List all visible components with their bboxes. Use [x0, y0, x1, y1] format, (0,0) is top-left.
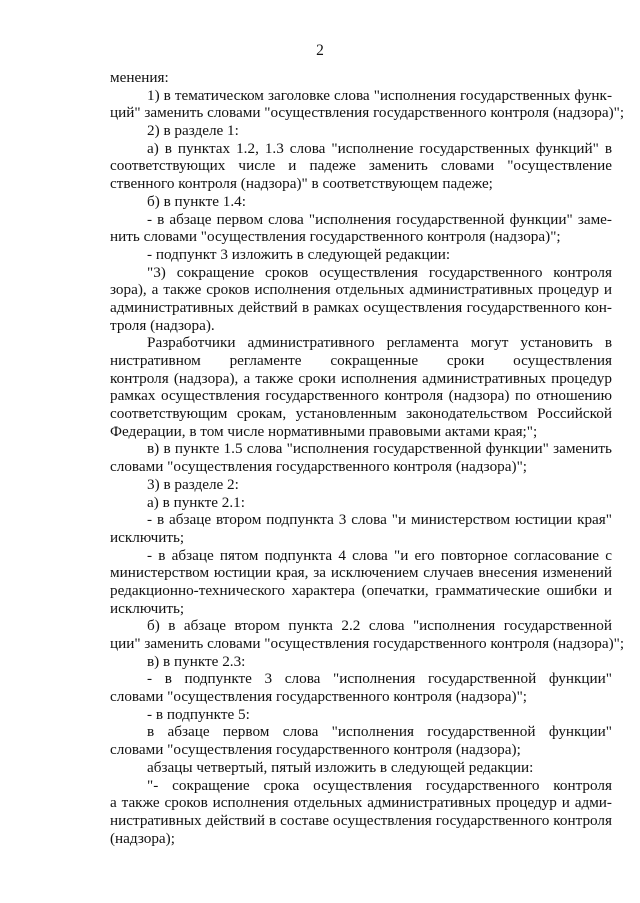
text-line: - в абзаце первом слова "исполнения государственной функции" заме- — [147, 210, 612, 228]
page-number: 2 — [316, 42, 324, 59]
text-line: словами "осуществления государственного контроля (надзора); — [110, 741, 521, 759]
text-line: рамках осуществления государственного контроля (надзора) по отношению — [110, 387, 612, 405]
document-body — [110, 69, 625, 847]
text-line: ственного контроля (надзора)" в соответствующем падеже; — [110, 175, 493, 193]
text-line: нить словами "осуществления государственного контроля (надзора)"; — [110, 228, 561, 246]
text-line: - в подпункте 3 слова "исполнения государственной функции" — [147, 670, 612, 688]
text-line: б) в пункте 1.4: — [147, 192, 246, 210]
text-line: ций" заменить словами "осуществления государственного контроля (надзора)"; — [110, 104, 625, 122]
text-line: редакционно-технического характера (опечатки, грамматические ошибки и — [110, 581, 612, 599]
text-line: - подпункт 3 изложить в следующей редакции: — [147, 245, 451, 263]
text-line: словами "осуществления государственного контроля (надзора)"; — [110, 688, 527, 706]
text-line: 3) в разделе 2: — [147, 475, 239, 493]
text-line: - в абзаце втором подпункта 3 слова "и министерством юстиции края" — [147, 511, 612, 529]
text-line: троля (надзора). — [110, 316, 215, 334]
text-line: соответствующим срокам, установленным законодательством Российской — [110, 405, 612, 423]
text-line: словами "осуществления государственного контроля (надзора)"; — [110, 458, 527, 476]
text-line: Разработчики административного регламента могут установить в — [147, 334, 612, 352]
text-line: контроля (надзора), а также сроки исполнения административных процедур — [110, 369, 612, 387]
text-line: нистративных действий в составе осуществления государственного контроля — [110, 811, 612, 829]
text-line: административных действий в рамках осуществления государственного кон- — [110, 298, 612, 316]
text-line: "3) сокращение сроков осуществления государственного контроля — [147, 263, 612, 281]
text-line: зора), а также сроков исполнения отдельных административных процедур и — [110, 281, 612, 299]
text-line: - в абзаце пятом подпункта 4 слова "и его повторное согласование с — [147, 546, 612, 564]
text-line: Федерации, в том числе нормативными правовыми актами края;"; — [110, 422, 538, 440]
text-line: менения: — [110, 69, 169, 86]
text-line: исключить; — [110, 599, 185, 617]
text-line: соответствующих числе и падеже заменить словами "осуществление — [110, 157, 612, 175]
text-line: а) в пунктах 1.2, 1.3 слова "исполнение государственных функций" в — [147, 139, 612, 157]
text-line: 2) в разделе 1: — [147, 122, 239, 140]
text-line: (надзора); — [110, 829, 175, 847]
text-line: а) в пункте 2.1: — [147, 493, 245, 511]
text-line: б) в абзаце втором пункта 2.2 слова "исполнения государственной — [147, 617, 612, 635]
text-line: министерством юстиции края, за исключением случаев внесения изменений — [110, 564, 612, 582]
text-line: 1) в тематическом заголовке слова "исполнения государственных функ- — [147, 86, 612, 104]
text-line: а также сроков исполнения отдельных административных процедур и адми- — [110, 794, 612, 812]
text-line: нистративном регламенте сокращенные сроки осуществления — [110, 352, 612, 369]
text-line: в) в пункте 1.5 слова "исполнения государственной функции" заменить — [147, 440, 612, 458]
text-line: исключить; — [110, 528, 185, 546]
text-line: - в подпункте 5: — [147, 705, 250, 723]
text-line: в) в пункте 2.3: — [147, 652, 246, 670]
text-line: ции" заменить словами "осуществления государственного контроля (надзора)"; — [110, 635, 625, 652]
text-line: абзацы четвертый, пятый изложить в следующей редакции: — [147, 758, 534, 776]
text-line: в абзаце первом слова "исполнения государственной функции" — [147, 723, 612, 741]
text-line: "- сокращение срока осуществления государственного контроля — [147, 776, 612, 794]
